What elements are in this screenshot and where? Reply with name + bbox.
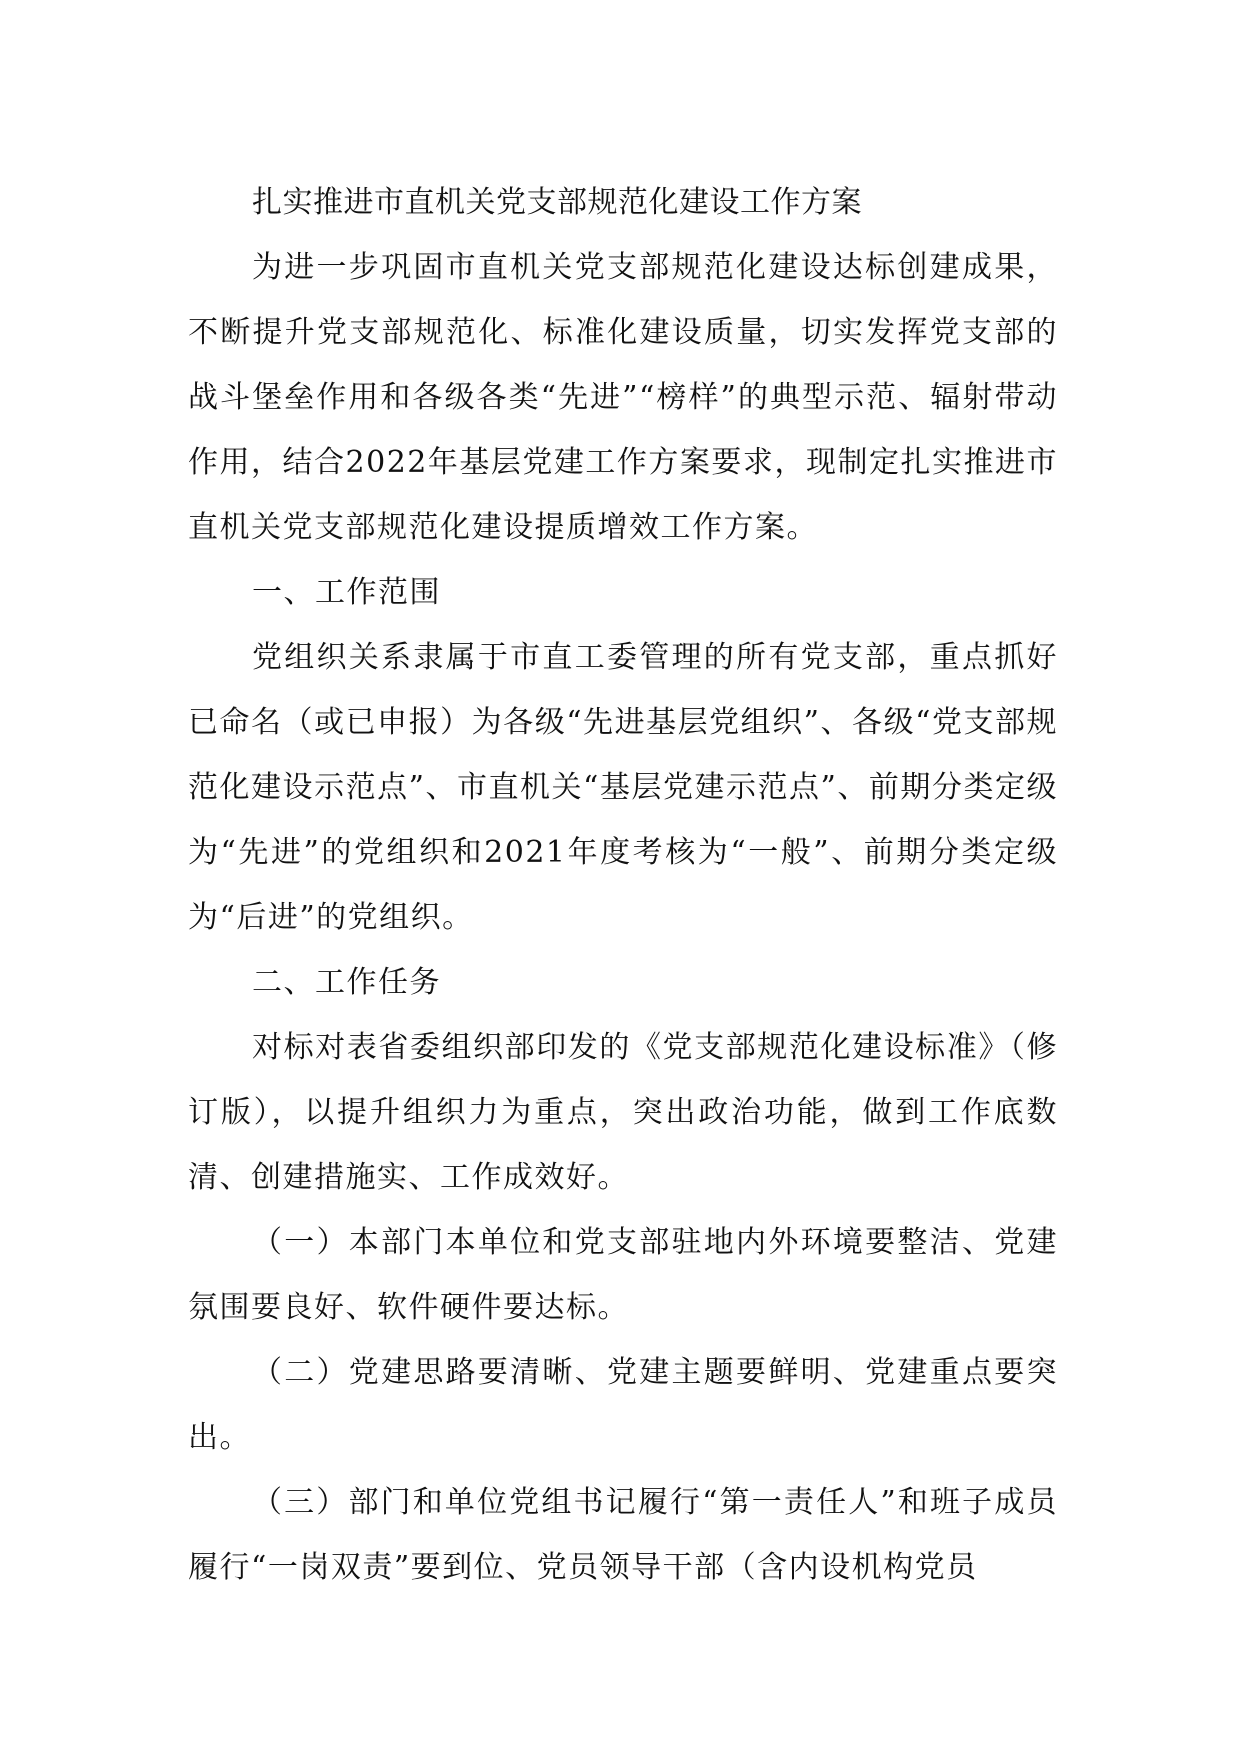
tasks-paragraph: 对标对表省委组织部印发的《党支部规范化建设标准》（修订版），以提升组织力为重点，突出政治功能，做到工作底数清、创建措施实、工作成效好。: [188, 1030, 1058, 1195]
document-body: [188, 170, 1058, 1600]
intro-paragraph: 为进一步巩固市直机关党支部规范化建设达标创建成果，不断提升党支部规范化、标准化建设质量，切实发挥党支部的战斗堡垒作用和各级各类“先进”“榜样”的典型示范、辐射带动作用，结合2022年基层党建工作方案要求，现制定扎实推进市直机关党支部规范化建设提质增效工作方案。: [188, 250, 1058, 545]
section-heading-tasks: 二、工作任务: [252, 965, 441, 1000]
document-title: 扎实推进市直机关党支部规范化建设工作方案: [252, 185, 862, 220]
task-item-2: （二）党建思路要清晰、党建主题要鲜明、党建重点要突出。: [188, 1355, 1058, 1455]
task-item-3: （三）部门和单位党组书记履行“第一责任人”和班子成员履行“一岗双责”要到位、党员领导干部（含内设机构党员: [188, 1485, 1058, 1585]
task-item-1: （一）本部门本单位和党支部驻地内外环境要整洁、党建氛围要良好、软件硬件要达标。: [188, 1225, 1058, 1325]
section-heading-scope: 一、工作范围: [252, 575, 441, 610]
scope-paragraph: 党组织关系隶属于市直工委管理的所有党支部，重点抓好已命名（或已申报）为各级“先进基层党组织”、各级“党支部规范化建设示范点”、市直机关“基层党建示范点”、前期分类定级为“先进”的党组织和2021年度考核为“一般”、前期分类定级为“后进”的党组织。: [188, 640, 1058, 935]
